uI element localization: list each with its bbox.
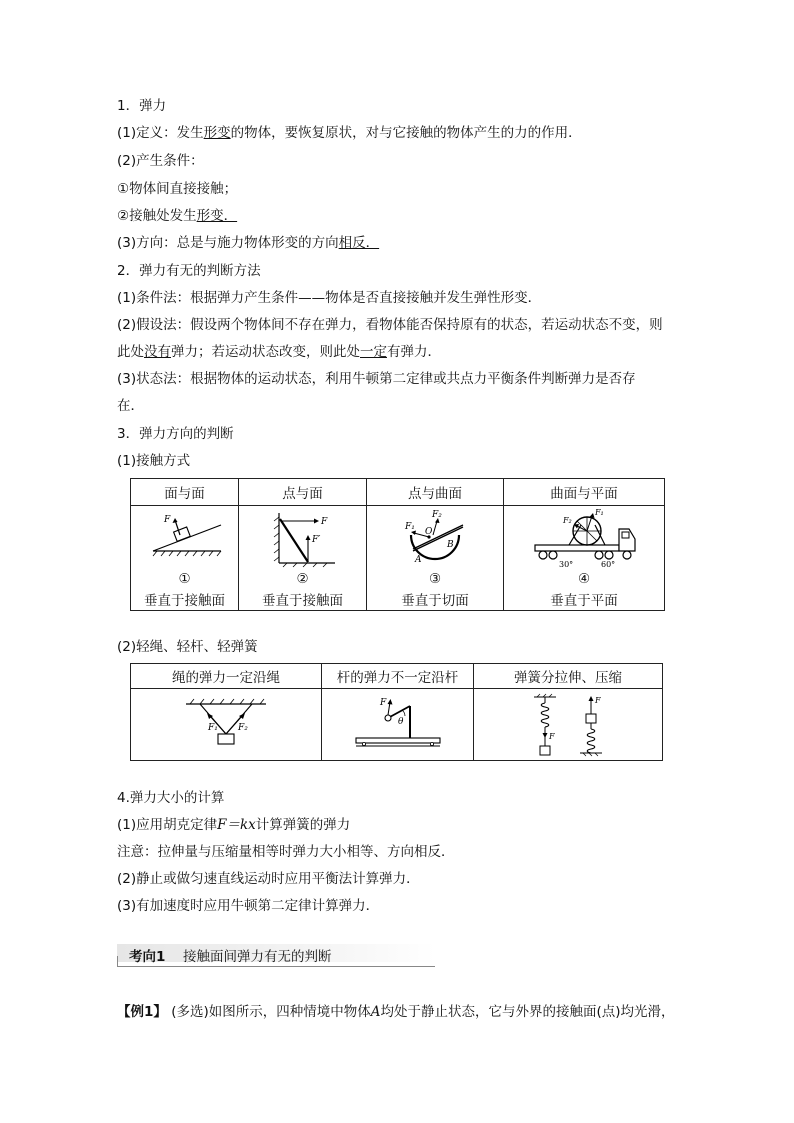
equilibrium-line: (2)静止或做匀速直线运动时应用平衡法计算弹力．	[117, 871, 420, 887]
figure-number: ②	[296, 571, 309, 587]
table-header: 杆的弹力不一定沿杆	[322, 664, 474, 689]
rope-hanging-figure	[166, 694, 286, 756]
method-hypothesis-cont: 此处没有弹力；若运动状态改变，则此处一定有弹力．	[117, 344, 441, 360]
angle-label: 60°	[601, 560, 616, 569]
force-label: F₂	[238, 722, 248, 733]
spring-figure	[508, 693, 628, 757]
contact-modes-table	[130, 478, 665, 611]
force-label: F′	[311, 535, 320, 545]
bowl-rod-figure	[385, 507, 485, 569]
angle-label: θ	[397, 716, 403, 727]
figure-number: ④	[577, 571, 591, 587]
table-header: 弹簧分拉伸、压缩	[474, 664, 663, 689]
force-label: F	[163, 515, 170, 525]
force-label: F₁	[595, 508, 604, 517]
cell-rope	[131, 689, 322, 761]
force-label: F₁	[405, 522, 415, 532]
caption: 垂直于接触面	[262, 593, 343, 609]
hooke-law-line: (1)应用胡克定律F＝kx计算弹簧的弹力	[117, 817, 351, 833]
point-label: B	[447, 540, 454, 550]
cell-rod	[322, 689, 474, 761]
direction-line: (3)方向：总是与施力物体形变的方向相反．	[117, 235, 380, 251]
heading-direction: 3．弹力方向的判断	[117, 426, 234, 442]
figure-number: ①	[178, 571, 191, 587]
force-label: F	[379, 697, 386, 708]
force-label: F	[595, 695, 601, 705]
table-header: 点与面	[239, 479, 367, 506]
force-label: F₂	[563, 516, 572, 525]
force-label: F₁	[208, 722, 218, 733]
heading-magnitude: 4.弹力大小的计算	[117, 790, 225, 806]
condition-item-2: ②接触处发生形变．	[117, 208, 238, 224]
light-objects-label: (2)轻绳、轻杆、轻弹簧	[117, 639, 258, 655]
blank-answer: 没有	[144, 344, 171, 360]
example-line: 【例1】 (多选)如图所示，四种情境中物体A均处于静止状态，它与外界的接触面(点)均光滑，	[117, 1004, 675, 1020]
note-line: 注意：拉伸量与压缩量相等时弹力大小相等、方向相反．	[117, 844, 455, 860]
example-label: 【例1】	[117, 1004, 167, 1020]
blank-answer: 一定	[360, 344, 387, 360]
table-header: 绳的弹力一定沿绳	[131, 664, 322, 689]
figure-number: ③	[428, 571, 442, 587]
caption: 垂直于接触面	[144, 593, 225, 609]
section-title: 接触面间弹力有无的判断	[183, 949, 332, 965]
cell-point-surface	[239, 506, 367, 611]
formula: F＝kx	[217, 817, 256, 833]
blank-answer: 形变	[203, 125, 231, 141]
table-header: 点与曲面	[367, 479, 504, 506]
cell-curve-plane	[504, 506, 665, 611]
caption: 垂直于平面	[550, 593, 618, 609]
force-label: F₂	[432, 510, 442, 520]
blank-answer: 形变．	[196, 208, 238, 224]
method-state-cont: 在．	[117, 398, 144, 414]
table-header: 面与面	[131, 479, 239, 506]
heading-judgement-methods: 2．弹力有无的判断方法	[117, 263, 261, 279]
newton-law-line: (3)有加速度时应用牛顿第二定律计算弹力．	[117, 898, 380, 914]
method-hypothesis: (2)假设法：假设两个物体间不存在弹力，看物体能否保持原有的状态，若运动状态不变，则	[117, 317, 663, 333]
point-label: A	[415, 555, 422, 565]
condition-heading: (2)产生条件：	[117, 153, 204, 169]
truck-drum-figure	[529, 507, 639, 569]
cell-surface-surface	[131, 506, 239, 611]
cell-point-curve	[367, 506, 504, 611]
blank-answer: 相反．	[338, 235, 380, 251]
method-condition: (1)条件法：根据弹力产生条件——物体是否直接接触并发生弹性形变．	[117, 290, 542, 306]
force-label: F	[320, 517, 327, 527]
table-header: 曲面与平面	[504, 479, 665, 506]
method-state: (3)状态法：根据物体的运动状态，利用牛顿第二定律或共点力平衡条件判断弹力是否存	[117, 371, 636, 387]
incline-block-figure	[135, 507, 235, 569]
cell-spring	[474, 689, 663, 761]
heading-elastic-force: 1．弹力	[117, 98, 167, 114]
section-header	[117, 940, 435, 970]
rod-corner-figure	[253, 507, 353, 569]
rod-ball-figure	[338, 694, 458, 756]
center-label: O	[425, 527, 433, 537]
contact-modes-label: (1)接触方式	[117, 453, 191, 469]
light-objects-table	[130, 663, 663, 761]
angle-label: 30°	[559, 560, 574, 569]
definition-line: (1)定义：发生形变的物体，要恢复原状，对与它接触的物体产生的力的作用．	[117, 125, 582, 141]
condition-item-1: ①物体间直接接触；	[117, 181, 238, 197]
force-label: F	[549, 731, 555, 741]
section-tag: 考向1	[129, 949, 166, 965]
caption: 垂直于切面	[401, 593, 469, 609]
